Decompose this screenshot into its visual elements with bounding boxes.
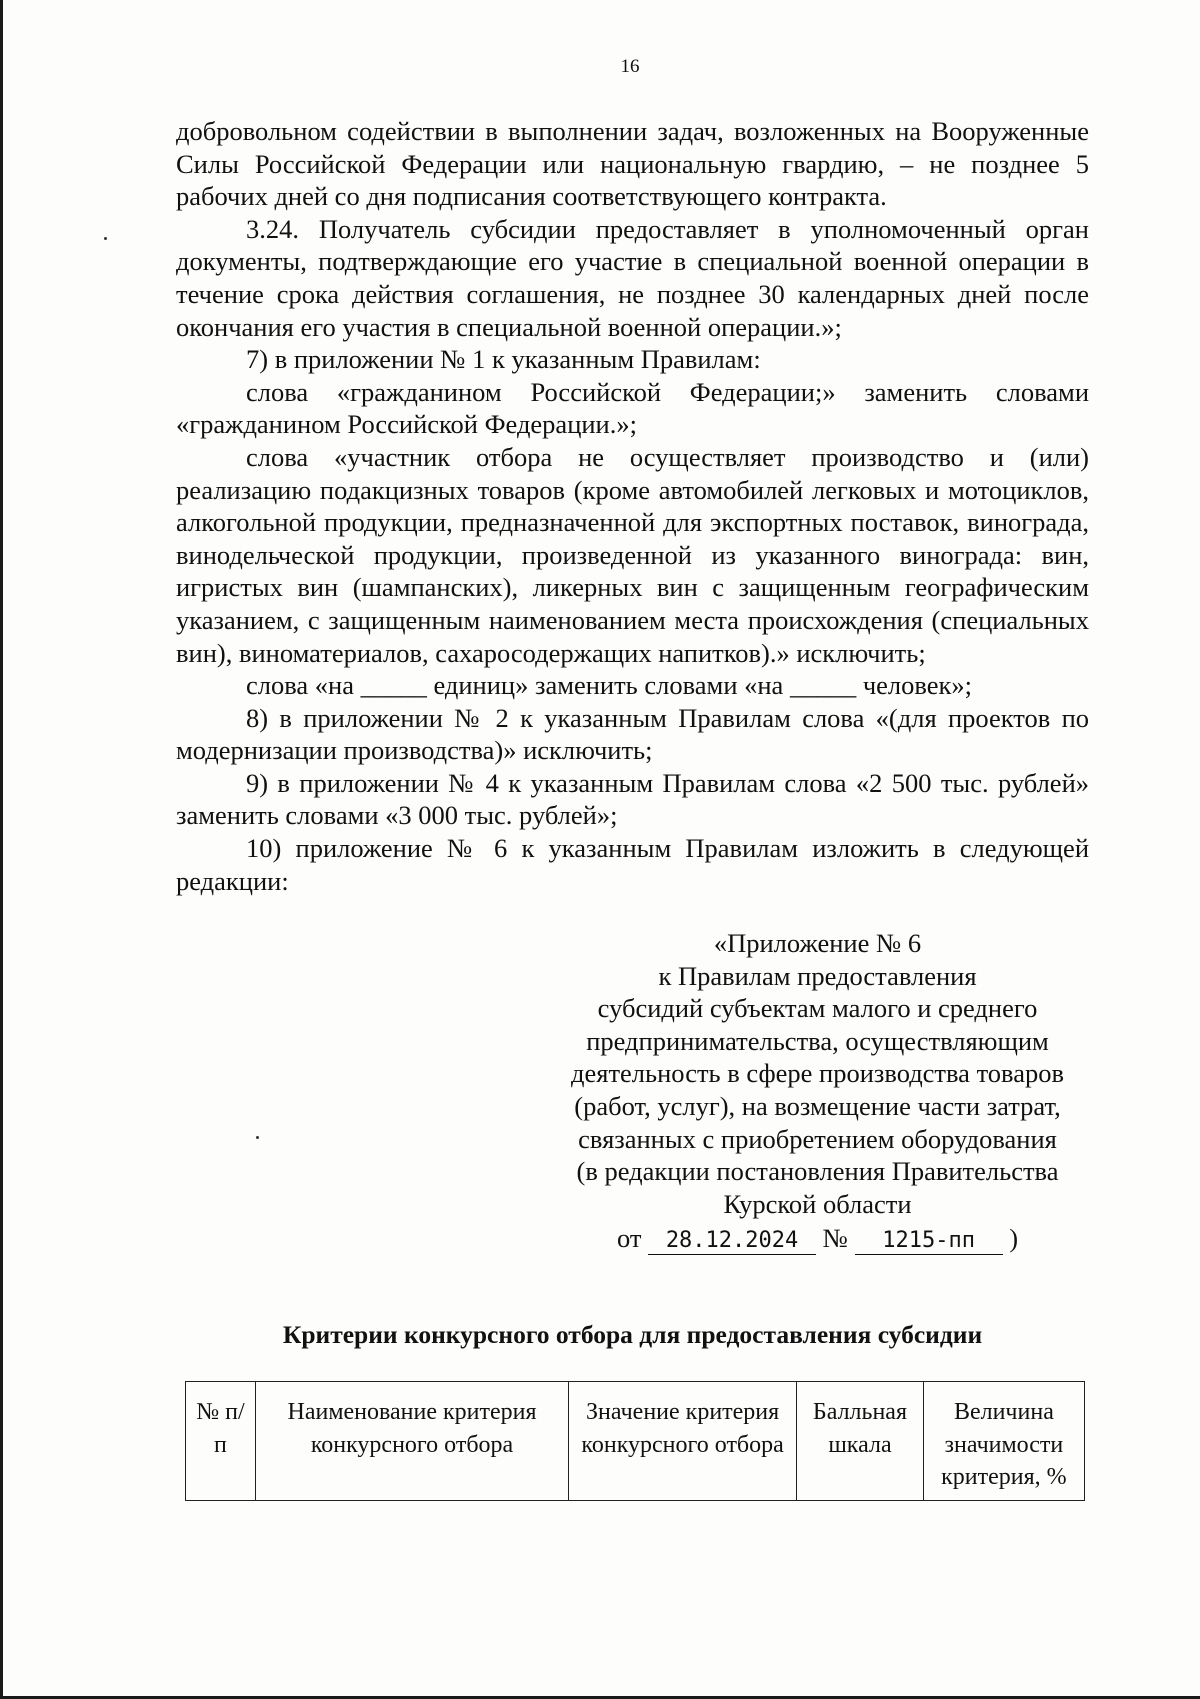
appendix-line: «Приложение № 6	[713, 928, 922, 958]
resolution-date-line	[540, 1222, 1095, 1255]
paragraph: слова «на _____ единиц» заменить словами «на _____ человек»;	[246, 670, 972, 701]
number-sign: №	[822, 1223, 848, 1254]
appendix-line: (работ, услуг), на возмещение части затрат,	[574, 1090, 1061, 1121]
scan-speck	[104, 237, 107, 240]
appendix-line: (в редакции постановления Правительства	[576, 1156, 1059, 1187]
body-text	[176, 115, 1089, 897]
scan-left-edge	[0, 0, 3, 1699]
criteria-table	[185, 1381, 1085, 1501]
closing-paren: )	[1009, 1223, 1019, 1254]
date-prefix: от	[616, 1223, 642, 1254]
appendix-line: субсидий субъектам малого и среднего	[597, 993, 1038, 1024]
paragraph: 8) в приложении № 2 к указанным Правилам слова «(для проектов по модернизации производства)» исключить;	[176, 702, 1089, 766]
page-number: 16	[620, 56, 640, 77]
appendix-header	[540, 927, 1095, 1255]
table-header-row	[186, 1382, 1085, 1501]
resolution-date: 28.12.2024	[648, 1228, 816, 1255]
criteria-title: Критерии конкурсного отбора для предоставления субсидии	[282, 1320, 983, 1349]
column-header-score-scale: Балльная шкала	[797, 1382, 924, 1501]
appendix-line: к Правилам предоставления	[658, 960, 977, 991]
paragraph: 9) в приложении № 4 к указанным Правилам слова «2 500 тыс. рублей» заменить словами «3 000 тыс. рублей»;	[176, 767, 1089, 831]
column-header-number: № п/п	[186, 1382, 256, 1501]
paragraph: 7) в приложении № 1 к указанным Правилам:	[246, 344, 761, 375]
column-header-criterion-name: Наименование критерия конкурсного отбора	[255, 1382, 568, 1501]
paragraph: слова «участник отбора не осуществляет производство и (или) реализацию подакцизных товаров (кроме автомобилей легковых и мотоциклов, алкогольной продукции, предназначенной для экспортных поставок, винограда, винодельческой продукции, произведенной из указанного винограда: вин, игристых вин (шампанских), ликерных вин с защищенным географическим указанием, с защищенным наименованием места происхождения (специальных вин), виноматериалов, сахаросодержащих напитков).» исключить;	[176, 441, 1089, 668]
resolution-number: 1215-пп	[855, 1228, 1003, 1255]
appendix-line: предпринимательства, осуществляющим	[586, 1025, 1049, 1056]
scan-speck	[256, 1136, 259, 1139]
column-header-significance: Величина значимости критерия, %	[923, 1382, 1084, 1501]
appendix-line: связанных с приобретением оборудования	[578, 1123, 1057, 1154]
appendix-line: Курской области	[723, 1188, 912, 1219]
paragraph: слова «гражданином Российской Федерации;» заменить словами «гражданином Российской Федерации.»;	[176, 376, 1089, 440]
column-header-criterion-value: Значение критерия конкурсного отбора	[569, 1382, 797, 1501]
appendix-line: деятельность в сфере производства товаров	[571, 1058, 1064, 1089]
paragraph: 10) приложение № 6 к указанным Правилам изложить в следующей редакции:	[176, 833, 1089, 896]
paragraph: добровольном содействии в выполнении задач, возложенных на Вооруженные Силы Российской Федерации или национальную гвардию, – не позднее 5 рабочих дней со дня подписания соответствующего контракта.	[176, 116, 1089, 212]
paragraph: 3.24. Получатель субсидии предоставляет в уполномоченный орган документы, подтверждающие его участие в специальной военной операции в течение срока действия соглашения, не позднее 30 календарных дней после окончания его участия в специальной военной операции.»;	[176, 213, 1089, 342]
